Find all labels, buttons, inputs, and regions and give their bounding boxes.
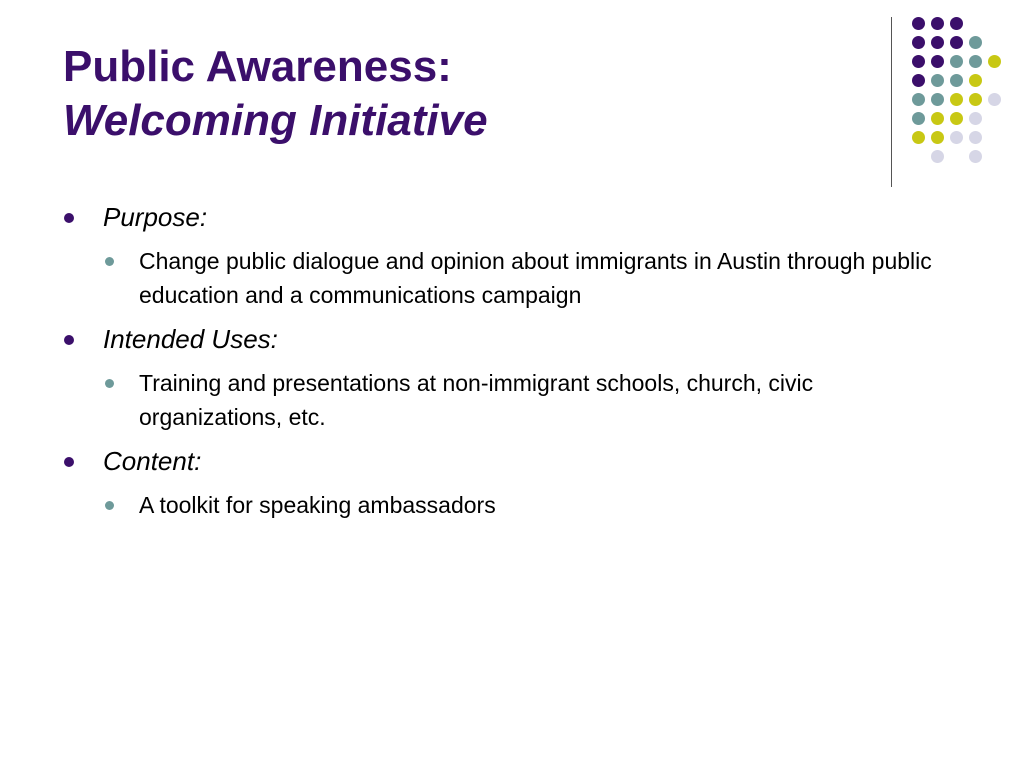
dot-yellow <box>931 112 944 125</box>
dot-purple <box>912 55 925 68</box>
dot-yellow <box>950 112 963 125</box>
dot-lavender <box>950 131 963 144</box>
dot-teal <box>969 55 982 68</box>
dot-teal <box>931 74 944 87</box>
dot-purple <box>931 36 944 49</box>
dot-teal <box>950 55 963 68</box>
bullet-dot-icon <box>105 257 114 266</box>
bullet-dot-icon <box>105 379 114 388</box>
level1-bullet <box>63 444 963 478</box>
bullet-dot-icon <box>64 335 74 345</box>
dot-teal <box>969 36 982 49</box>
bullet-dot-icon <box>64 457 74 467</box>
level1-text: Purpose: <box>103 202 208 232</box>
dot-yellow <box>931 131 944 144</box>
bullet-dot-icon <box>105 501 114 510</box>
slide-title <box>63 40 488 148</box>
level2-bullet <box>103 488 959 522</box>
dot-lavender <box>969 131 982 144</box>
level2-text: Training and presentations at non-immigrant schools, church, civic organizations, etc. <box>139 370 814 430</box>
level1-bullet <box>63 322 963 356</box>
dot-purple <box>912 36 925 49</box>
dot-lavender <box>969 150 982 163</box>
dot-yellow <box>912 131 925 144</box>
dot-lavender <box>988 93 1001 106</box>
level1-text: Content: <box>103 446 202 476</box>
dot-teal <box>950 74 963 87</box>
bullet-list <box>63 200 963 532</box>
list-item-content <box>63 444 963 522</box>
dot-purple <box>912 74 925 87</box>
dot-yellow <box>950 93 963 106</box>
dot-lavender <box>969 112 982 125</box>
level2-text: A toolkit for speaking ambassadors <box>139 492 496 518</box>
dot-purple <box>912 17 925 30</box>
level2-bullet <box>103 366 959 434</box>
title-line-1: Public Awareness: <box>63 42 452 91</box>
list-item-intended-uses <box>63 322 963 434</box>
dot-yellow <box>969 74 982 87</box>
level2-bullet <box>103 244 959 312</box>
dot-teal <box>931 93 944 106</box>
dot-purple <box>950 17 963 30</box>
dot-lavender <box>931 150 944 163</box>
level2-text: Change public dialogue and opinion about immigrants in Austin through public education and a communications campaign <box>139 248 932 308</box>
dot-teal <box>912 93 925 106</box>
title-line-2: Welcoming Initiative <box>63 96 488 145</box>
dot-purple <box>931 55 944 68</box>
dot-teal <box>912 112 925 125</box>
dot-yellow <box>969 93 982 106</box>
dot-purple <box>931 17 944 30</box>
level1-bullet <box>63 200 963 234</box>
bullet-dot-icon <box>64 213 74 223</box>
level1-text: Intended Uses: <box>103 324 278 354</box>
dot-yellow <box>988 55 1001 68</box>
dot-purple <box>950 36 963 49</box>
list-item-purpose <box>63 200 963 312</box>
vertical-divider <box>891 17 892 187</box>
